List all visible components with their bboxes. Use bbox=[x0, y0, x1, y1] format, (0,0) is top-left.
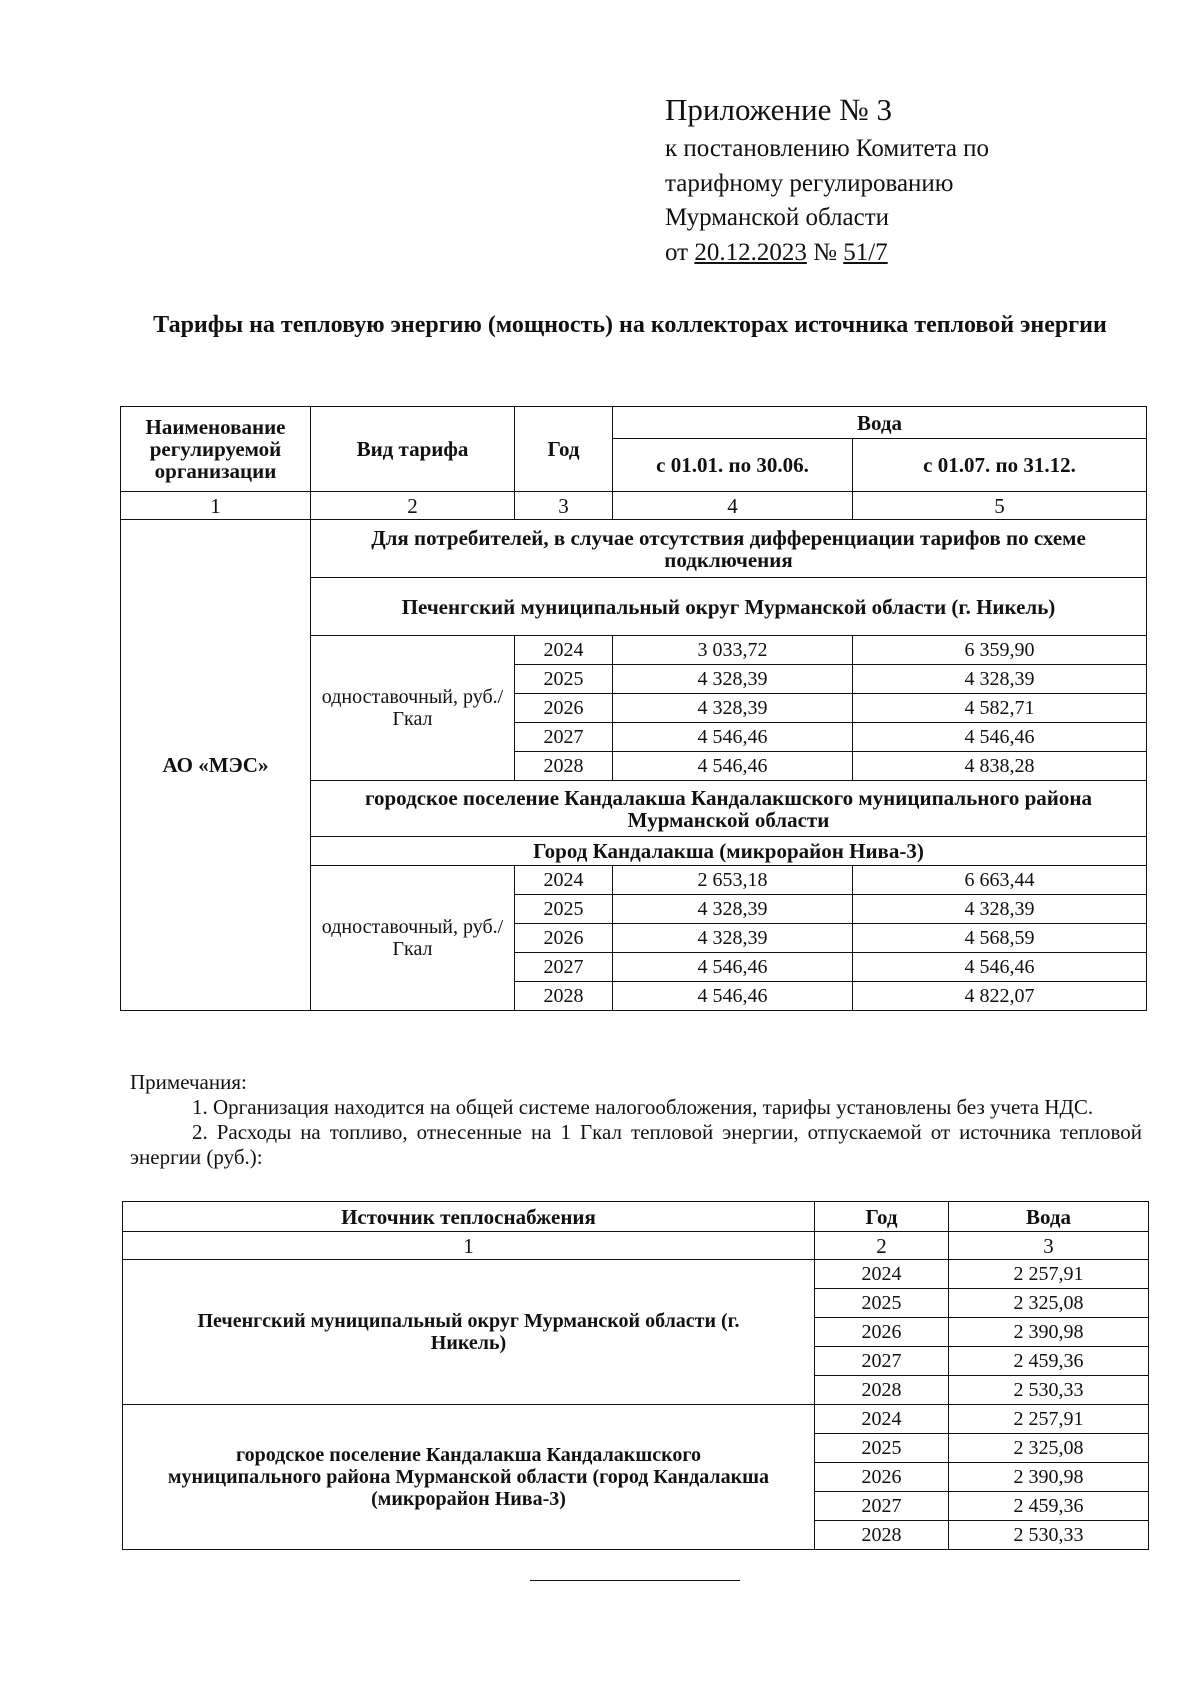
section-2-name: городское поселение Кандалакша Кандалакшского муниципального района Мурманской области bbox=[311, 781, 1147, 837]
header-year: Год bbox=[515, 407, 613, 492]
org-name: АО «МЭС» bbox=[121, 520, 311, 1011]
decree-date: 20.12.2023 bbox=[694, 238, 807, 266]
value-cell: 4 328,39 bbox=[613, 924, 853, 953]
note-1: 1. Организация находится на общей системе налогообложения, тарифы установлены без учета НДС. bbox=[192, 1095, 1094, 1119]
col-number: 1 bbox=[121, 492, 311, 520]
notes-heading: Примечания: bbox=[130, 1070, 247, 1094]
year-cell: 2025 bbox=[515, 665, 613, 694]
value-cell: 4 838,28 bbox=[853, 752, 1147, 781]
source-name: Печенгский муниципальный округ Мурманской области (г. Никель) bbox=[123, 1260, 815, 1405]
value-cell: 4 328,39 bbox=[853, 665, 1147, 694]
col-number: 2 bbox=[815, 1232, 949, 1260]
header-source: Источник теплоснабжения bbox=[123, 1202, 815, 1232]
year-cell: 2025 bbox=[815, 1434, 949, 1463]
value-cell: 4 546,46 bbox=[853, 723, 1147, 752]
header-org: Наименование регулируемой организации bbox=[121, 407, 311, 492]
header-tariff-type: Вид тарифа bbox=[311, 407, 515, 492]
header-water: Вода bbox=[613, 407, 1147, 439]
value-cell: 2 459,36 bbox=[949, 1347, 1149, 1376]
decree-number: 51/7 bbox=[843, 238, 888, 266]
value-cell: 2 459,36 bbox=[949, 1492, 1149, 1521]
value-cell: 4 328,39 bbox=[853, 895, 1147, 924]
appendix-date-line bbox=[665, 236, 1085, 271]
year-cell: 2026 bbox=[515, 924, 613, 953]
value-cell: 4 546,46 bbox=[853, 953, 1147, 982]
year-cell: 2028 bbox=[815, 1376, 949, 1405]
appendix-line-2: тарифному регулированию bbox=[665, 169, 954, 197]
year-cell: 2027 bbox=[515, 723, 613, 752]
value-cell: 4 546,46 bbox=[613, 752, 853, 781]
value-cell: 2 325,08 bbox=[949, 1289, 1149, 1318]
col-number: 1 bbox=[123, 1232, 815, 1260]
value-cell: 4 328,39 bbox=[613, 694, 853, 723]
header-water: Вода bbox=[949, 1202, 1149, 1232]
year-cell: 2025 bbox=[515, 895, 613, 924]
value-cell: 2 530,33 bbox=[949, 1376, 1149, 1405]
appendix-line-1: к постановлению Комитета по bbox=[665, 135, 990, 162]
section-1-name: Печенгский муниципальный округ Мурманской области (г. Никель) bbox=[311, 578, 1147, 636]
value-cell: 2 653,18 bbox=[613, 866, 853, 895]
value-cell: 4 328,39 bbox=[613, 895, 853, 924]
value-cell: 4 582,71 bbox=[853, 694, 1147, 723]
notes bbox=[130, 1070, 1142, 1170]
section-1-tariff: одноставочный, руб./Гкал bbox=[311, 636, 515, 781]
year-cell: 2026 bbox=[815, 1318, 949, 1347]
appendix-heading: Приложение № 3 bbox=[665, 92, 892, 127]
year-cell: 2028 bbox=[515, 752, 613, 781]
year-cell: 2024 bbox=[815, 1260, 949, 1289]
col-number: 2 bbox=[311, 492, 515, 520]
tariff-table bbox=[120, 406, 1147, 1011]
number-prefix: № bbox=[813, 238, 837, 266]
year-cell: 2026 bbox=[815, 1463, 949, 1492]
year-cell: 2024 bbox=[515, 636, 613, 665]
section-2-subname: Город Кандалакша (микрорайон Нива-3) bbox=[311, 837, 1147, 866]
value-cell: 2 325,08 bbox=[949, 1434, 1149, 1463]
value-cell: 2 530,33 bbox=[949, 1521, 1149, 1550]
year-cell: 2025 bbox=[815, 1289, 949, 1318]
appendix-header bbox=[665, 90, 1085, 270]
year-cell: 2027 bbox=[515, 953, 613, 982]
consumers-note: Для потребителей, в случае отсутствия дифференциации тарифов по схеме подключения bbox=[311, 520, 1147, 578]
value-cell: 4 328,39 bbox=[613, 665, 853, 694]
year-cell: 2024 bbox=[815, 1405, 949, 1434]
year-cell: 2024 bbox=[515, 866, 613, 895]
note-2: 2. Расходы на топливо, отнесенные на 1 Гкал тепловой энергии, отпускаемой от источника тепловой энергии (руб.): bbox=[130, 1120, 1142, 1169]
value-cell: 4 568,59 bbox=[853, 924, 1147, 953]
value-cell: 3 033,72 bbox=[613, 636, 853, 665]
header-year: Год bbox=[815, 1202, 949, 1232]
year-cell: 2026 bbox=[515, 694, 613, 723]
col-number: 3 bbox=[515, 492, 613, 520]
fuel-cost-table bbox=[122, 1201, 1149, 1550]
value-cell: 4 546,46 bbox=[613, 723, 853, 752]
section-2-tariff: одноставочный, руб./Гкал bbox=[311, 866, 515, 1011]
source-name: городское поселение Кандалакша Кандалакшского муниципального района Мурманской области (город Кандалакша (микрорайон Нива-3) bbox=[123, 1405, 815, 1550]
col-number: 5 bbox=[853, 492, 1147, 520]
value-cell: 4 546,46 bbox=[613, 953, 853, 982]
value-cell: 6 663,44 bbox=[853, 866, 1147, 895]
value-cell: 4 546,46 bbox=[613, 982, 853, 1011]
year-cell: 2028 bbox=[815, 1521, 949, 1550]
value-cell: 4 822,07 bbox=[853, 982, 1147, 1011]
document-title: Тарифы на тепловую энергию (мощность) на коллекторах источника тепловой энергии bbox=[153, 312, 1107, 338]
year-cell: 2027 bbox=[815, 1347, 949, 1376]
col-number: 4 bbox=[613, 492, 853, 520]
appendix-line-3: Мурманской области bbox=[665, 204, 890, 231]
value-cell: 2 390,98 bbox=[949, 1463, 1149, 1492]
col-number: 3 bbox=[949, 1232, 1149, 1260]
value-cell: 2 257,91 bbox=[949, 1405, 1149, 1434]
year-cell: 2027 bbox=[815, 1492, 949, 1521]
header-period-2: с 01.07. по 31.12. bbox=[853, 439, 1147, 492]
year-cell: 2028 bbox=[515, 982, 613, 1011]
value-cell: 2 257,91 bbox=[949, 1260, 1149, 1289]
value-cell: 6 359,90 bbox=[853, 636, 1147, 665]
header-period-1: с 01.01. по 30.06. bbox=[613, 439, 853, 492]
value-cell: 2 390,98 bbox=[949, 1318, 1149, 1347]
date-prefix: от bbox=[665, 238, 689, 266]
closing-divider bbox=[530, 1580, 740, 1581]
